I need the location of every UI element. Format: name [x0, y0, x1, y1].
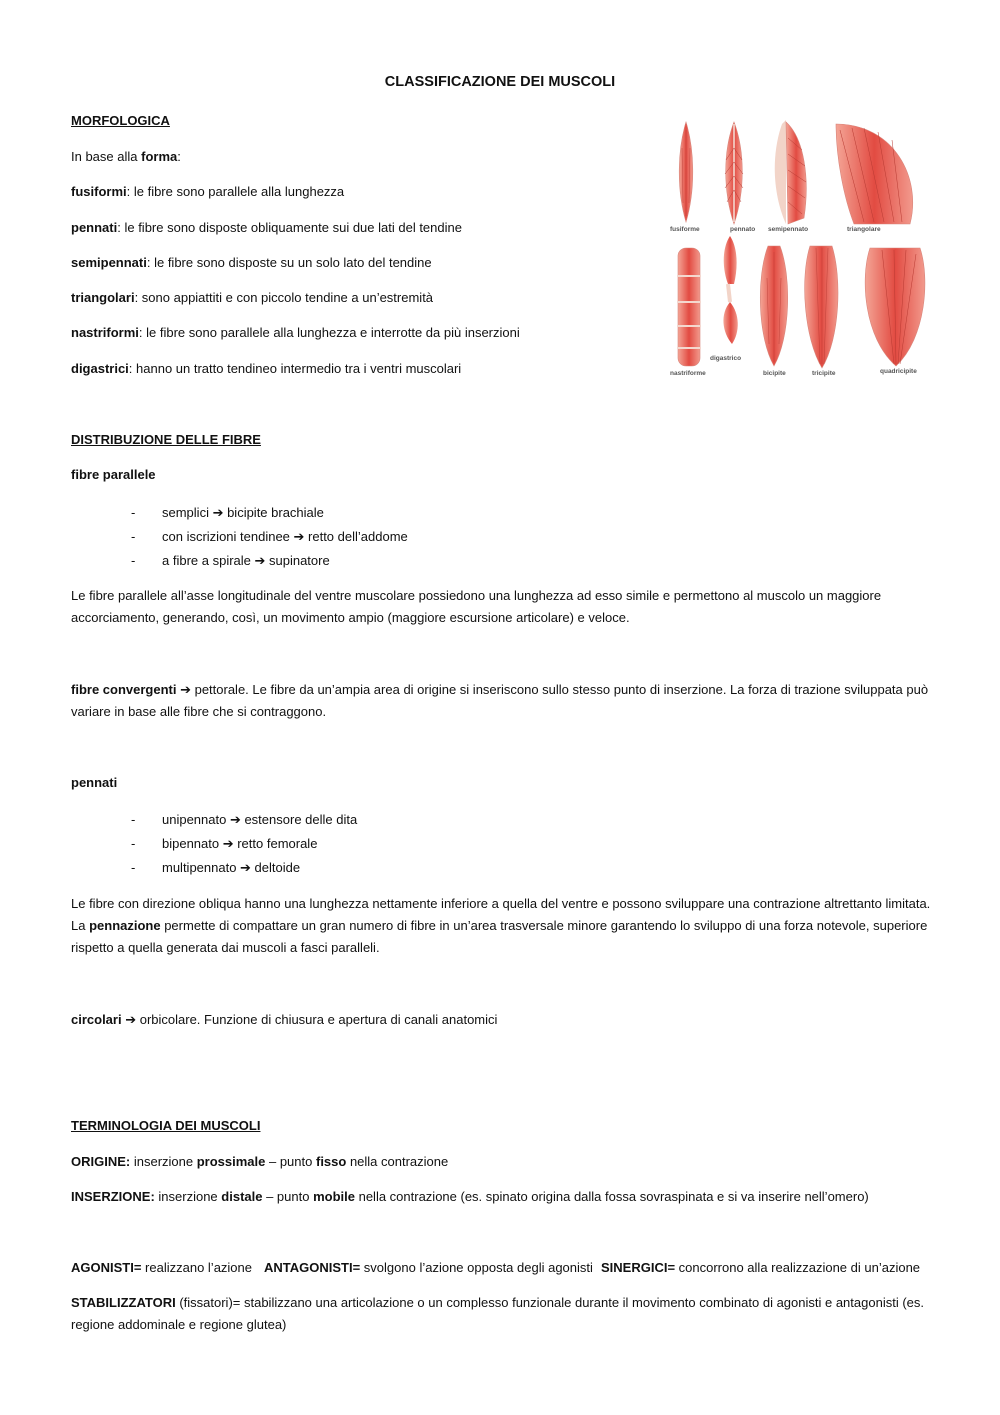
page-title: CLASSIFICAZIONE DEI MUSCOLI — [384, 74, 616, 90]
morfologica-intro — [71, 149, 181, 164]
intro-text: In base alla — [71, 149, 142, 164]
section-heading-terminologia: TERMINOLOGIA DEI MUSCOLI — [71, 1118, 261, 1133]
section-heading-morfologica: MORFOLOGICA — [71, 113, 170, 128]
morph-desc: : hanno un tratto tendineo intermedio tra i ventri muscolari — [128, 361, 462, 376]
origine-label: ORIGINE: — [71, 1154, 131, 1169]
morph-term: nastriformi — [71, 325, 139, 340]
digastrico-muscle-shape — [723, 236, 737, 344]
list-item: bipennato ➔ retto femorale — [162, 836, 318, 851]
inserzione-text: nella contrazione (es. spinato origina dalla fossa sovraspinata e si va inserire nell’omero) — [354, 1189, 869, 1204]
nastriforme-muscle-shape — [677, 248, 701, 366]
intro-colon: : — [177, 149, 181, 164]
label-triangolare: triangolare — [847, 226, 881, 233]
intro-bold: forma — [141, 149, 178, 164]
origine-text: – punto — [265, 1154, 316, 1169]
semipennato-muscle-shape — [775, 120, 806, 224]
antagonisti-text: svolgono l’azione opposta degli agonisti — [360, 1260, 593, 1275]
morph-item — [71, 361, 461, 376]
morph-term: pennati — [71, 220, 118, 235]
morph-item — [71, 184, 344, 199]
label-quadricipite: quadricipite — [880, 368, 917, 375]
inserzione-text: inserzione — [154, 1189, 222, 1204]
morph-term: semipennati — [71, 255, 147, 270]
list-item: semplici ➔ bicipite brachiale — [162, 505, 324, 520]
stabilizzatori-text: (fissatori)= stabilizzano una articolazione o un complesso funzionale durante il movimento combinato di agonisti e antagonisti (es. regione addominale e regione glutea) — [71, 1295, 924, 1332]
list-item: a fibre a spirale ➔ supinatore — [162, 553, 330, 568]
sinergici-label: SINERGICI= — [601, 1260, 676, 1275]
inserzione-label: INSERZIONE: — [71, 1189, 155, 1204]
morph-desc: : le fibre sono disposte su un solo lato del tendine — [146, 255, 432, 270]
quadricipite-muscle-shape — [865, 248, 925, 366]
antagonisti-label: ANTAGONISTI= — [264, 1260, 361, 1275]
morph-item — [71, 290, 433, 305]
bullet-dash: - — [131, 553, 136, 568]
sinergici-line — [601, 1260, 920, 1275]
bullet-dash: - — [131, 812, 136, 827]
pennato-muscle-shape — [725, 122, 743, 224]
origine-bold: prossimale — [196, 1154, 266, 1169]
agonisti-text: realizzano l’azione — [141, 1260, 253, 1275]
morph-desc: : le fibre sono parallele alla lunghezza e interrotte da più inserzioni — [138, 325, 520, 340]
bullet-dash: - — [131, 529, 136, 544]
morph-desc: : le fibre sono parallele alla lunghezza — [126, 184, 345, 199]
convergenti-label: fibre convergenti — [71, 682, 177, 697]
circolari-text: ➔ orbicolare. Funzione di chiusura e apertura di canali anatomici — [121, 1012, 498, 1027]
label-digastrico: digastrico — [710, 355, 742, 362]
label-semipennato: semipennato — [768, 226, 809, 233]
pennati-para-text: Le fibre con direzione obliqua hanno una lunghezza nettamente inferiore a quella del ventre e possono sviluppare una contrazione altrettanto limitata. La — [71, 896, 931, 933]
pennati-label: pennati — [71, 775, 118, 790]
list-item: unipennato ➔ estensore delle dita — [162, 812, 358, 827]
morph-item — [71, 255, 432, 270]
triangolare-muscle-shape — [836, 124, 913, 224]
pennati-para-bold: pennazione — [89, 918, 161, 933]
label-tricipite: tricipite — [812, 370, 836, 377]
origine-bold: fisso — [315, 1154, 347, 1169]
muscle-shapes-figure — [664, 118, 926, 380]
stabilizzatori-paragraph — [71, 1292, 931, 1336]
circolari-line — [71, 1012, 497, 1028]
inserzione-line — [71, 1189, 869, 1204]
origine-text: inserzione — [130, 1154, 197, 1169]
label-nastriforme: nastriforme — [670, 370, 706, 377]
label-pennato: pennato — [730, 226, 756, 233]
morph-desc: : le fibre sono disposte obliquamente sui due lati del tendine — [117, 220, 462, 235]
pennati-para-text-end: permette di compattare un gran numero di fibre in un’area trasversale minore garantendo lo sviluppo di una forza notevole, superiore rispetto a quella generata dai muscoli a fasci paralleli. — [71, 918, 928, 955]
label-bicipite: bicipite — [763, 370, 786, 377]
antagonisti-line — [264, 1260, 593, 1275]
origine-line — [71, 1154, 448, 1169]
convergenti-text: ➔ pettorale. Le fibre da un’ampia area di origine si inseriscono sullo stesso punto di inserzione. La forza di trazione sviluppata può variare in base alle fibre che si contraggono. — [71, 682, 929, 719]
pennati-paragraph — [71, 893, 931, 959]
agonisti-label: AGONISTI= — [71, 1260, 142, 1275]
morph-term: triangolari — [71, 290, 135, 305]
morph-term: digastrici — [71, 361, 129, 376]
fibre-parallele-label: fibre parallele — [71, 467, 156, 482]
label-fusiforme: fusiforme — [670, 226, 700, 233]
bullet-dash: - — [131, 860, 136, 875]
morph-item — [71, 220, 462, 235]
agonisti-line — [71, 1260, 252, 1275]
bullet-dash: - — [131, 505, 136, 520]
parallele-paragraph: Le fibre parallele all’asse longitudinale del ventre muscolare possiedono una lunghezza ad esso simile e permettono al muscolo un maggiore accorciamento, generando, così, un movimento ampio (maggiore escursione articolare) e veloce. — [71, 588, 882, 625]
morph-term: fusiformi — [71, 184, 127, 199]
sinergici-text: concorrono alla realizzazione di un’azione — [675, 1260, 921, 1275]
section-heading-distribuzione: DISTRIBUZIONE DELLE FIBRE — [71, 432, 261, 447]
stabilizzatori-label: STABILIZZATORI — [71, 1295, 176, 1310]
inserzione-bold: mobile — [313, 1189, 355, 1204]
tricipite-muscle-shape — [805, 246, 838, 368]
list-item: multipennato ➔ deltoide — [162, 860, 301, 875]
inserzione-bold: distale — [221, 1189, 263, 1204]
fusiforme-muscle-shape — [679, 122, 693, 222]
list-item: con iscrizioni tendinee ➔ retto dell’addome — [162, 529, 408, 544]
convergenti-paragraph — [71, 679, 931, 723]
circolari-label: circolari — [71, 1012, 122, 1027]
bullet-dash: - — [131, 836, 136, 851]
morph-desc: : sono appiattiti e con piccolo tendine a un’estremità — [134, 290, 434, 305]
inserzione-text: – punto — [262, 1189, 314, 1204]
origine-text: nella contrazione — [346, 1154, 449, 1169]
morph-item — [71, 325, 520, 340]
bicipite-muscle-shape — [760, 246, 787, 366]
